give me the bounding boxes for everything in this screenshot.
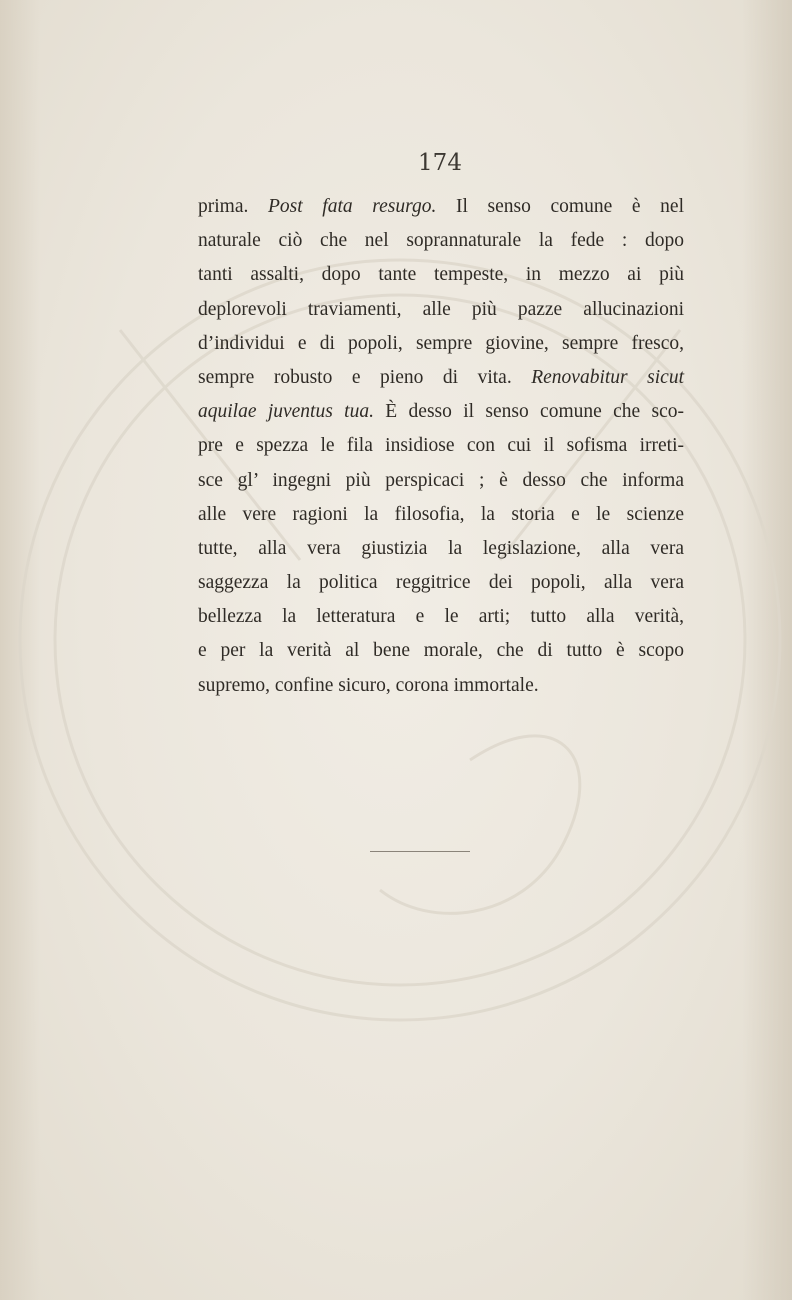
text-line [198,429,684,463]
text-run: sempre robusto e pieno di vita. [198,366,532,388]
page-edge-shadow-left [0,0,40,1300]
text-run: naturale ciò che nel soprannaturale la fede : dopo [198,230,684,252]
text-run: bellezza la letteratura e le arti; tutto alla verità, [198,606,684,628]
text-run: prima. [198,196,268,217]
page-edge-shadow-right [742,0,792,1300]
text-line [198,498,684,532]
text-line [198,224,684,258]
text-line [198,600,684,634]
text-run: supremo, confine sicuro, corona immortale. [198,674,539,696]
text-run: deplorevoli traviamenti, alle più pazze allucinazioni [198,298,684,320]
text-line [198,258,684,292]
text-run: saggezza la politica reggitrice dei popoli, alla vera [198,572,684,594]
text-run: È desso il senso comune che sco- [373,401,684,423]
text-run: Il senso comune è nel [436,196,684,217]
text-run: pre e spezza le fila insidiose con cui il sofisma irreti- [198,435,684,457]
italic-text: Renovabitur sicut [531,366,684,388]
italic-text: Post fata resurgo. [268,196,437,217]
text-run: sce gl’ ingegni più perspicaci ; è desso che informa [198,469,684,491]
text-line [198,634,684,668]
text-run: d’individui e di popoli, sempre giovine, sempre fresco, [198,332,684,354]
text-line [198,669,684,703]
text-run: e per la verità al bene morale, che di tutto è scopo [198,640,684,662]
italic-text: aquilae juventus tua. [198,401,374,423]
text-line [198,464,684,498]
text-run: alle vere ragioni la filosofia, la storia e le scienze [198,503,684,525]
text-line [198,361,684,395]
text-line [198,327,684,361]
section-end-rule [370,851,470,852]
text-line [198,293,684,327]
text-line [198,532,684,566]
text-line [198,190,684,224]
text-line [198,395,684,429]
text-run: tutte, alla vera giustizia la legislazione, alla vera [198,537,684,559]
text-line [198,566,684,600]
text-run: tanti assalti, dopo tante tempeste, in mezzo ai più [198,264,684,286]
body-text [198,190,684,703]
page-number: 174 [418,150,462,176]
